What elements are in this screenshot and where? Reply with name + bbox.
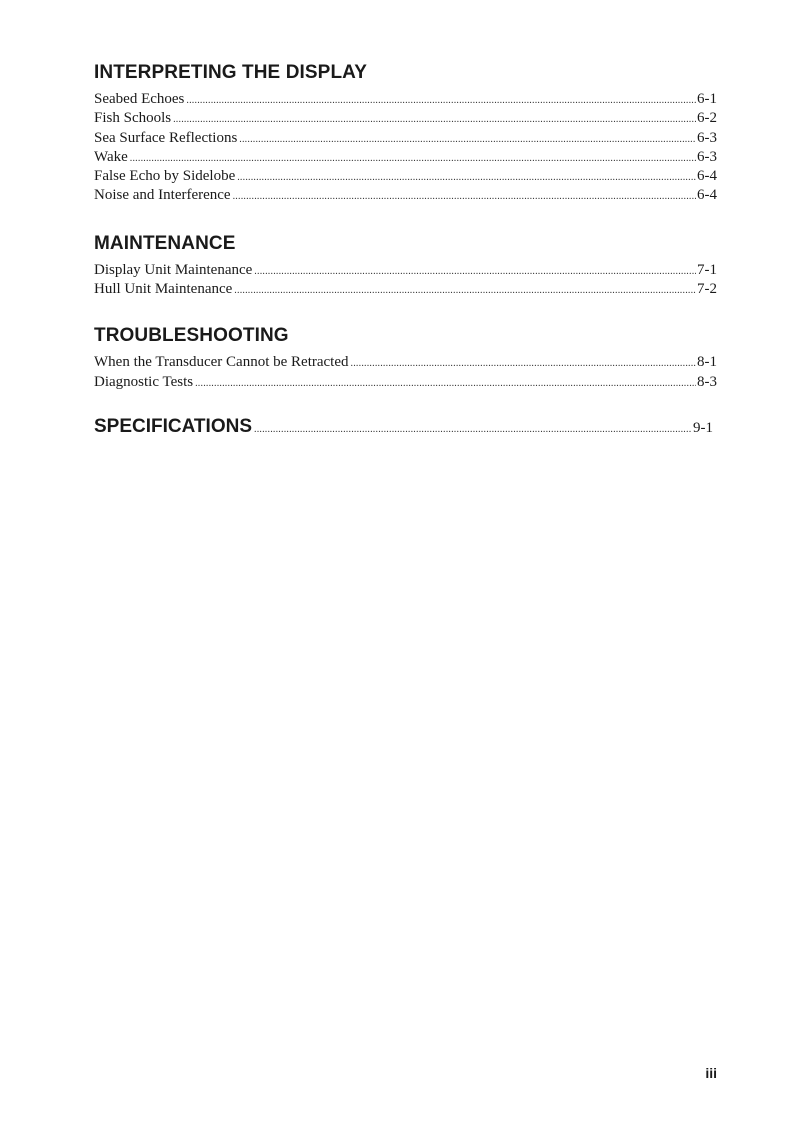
page-number: iii	[705, 1065, 717, 1081]
dot-leader	[237, 168, 696, 187]
dot-leader	[233, 187, 696, 206]
dot-leader	[234, 281, 696, 300]
toc-entry-label: Diagnostic Tests	[94, 373, 194, 390]
dot-leader	[239, 130, 696, 149]
toc-entry-page: 6-2	[697, 110, 717, 127]
section-title: SPECIFICATIONS	[94, 415, 252, 437]
dot-leader	[186, 91, 696, 110]
section-interpreting-the-display	[94, 62, 717, 206]
toc-entry-page: 7-1	[697, 261, 717, 278]
toc-entry-page: 6-4	[697, 187, 717, 204]
toc-entry-label: False Echo by Sidelobe	[94, 168, 236, 185]
toc-entry-label: Fish Schools	[94, 110, 172, 127]
toc-entry-label: Noise and Interference	[94, 187, 231, 204]
toc-entry-specifications[interactable]	[94, 416, 713, 438]
section-spacer	[94, 299, 717, 325]
toc-entry[interactable]	[94, 90, 717, 109]
dot-leader	[254, 424, 692, 435]
toc-entry-label: Wake	[94, 148, 128, 165]
toc-entry[interactable]	[94, 109, 717, 128]
toc-entry-label: Hull Unit Maintenance	[94, 281, 233, 298]
toc-entry[interactable]	[94, 261, 717, 280]
toc-entry[interactable]	[94, 280, 717, 299]
toc-entry-label: When the Transducer Cannot be Retracted	[94, 354, 349, 371]
dot-leader	[195, 374, 696, 393]
section-maintenance	[94, 233, 717, 300]
toc-entry-page: 6-1	[697, 91, 717, 107]
toc-entry[interactable]	[94, 148, 717, 167]
toc-entry-page: 6-3	[697, 129, 717, 146]
toc-entry[interactable]	[94, 129, 717, 148]
toc-entry[interactable]	[94, 353, 717, 372]
toc-entry[interactable]	[94, 373, 717, 392]
table-of-contents	[94, 62, 717, 438]
toc-entry-label: Display Unit Maintenance	[94, 261, 253, 278]
toc-entry-page: 8-3	[697, 373, 717, 390]
section-title: INTERPRETING THE DISPLAY	[94, 62, 368, 83]
toc-entry[interactable]	[94, 186, 717, 205]
dot-leader	[254, 262, 696, 281]
dot-leader	[130, 149, 696, 168]
toc-entry-page: 8-1	[697, 354, 717, 371]
toc-entry-label: Sea Surface Reflections	[94, 129, 238, 146]
section-title: MAINTENANCE	[94, 232, 236, 254]
section-spacer	[94, 206, 717, 233]
toc-entry-page: 6-3	[697, 148, 717, 165]
section-spacer	[94, 392, 717, 416]
dot-leader	[351, 354, 696, 373]
toc-entry-page: 9-1	[693, 419, 713, 436]
section-title: TROUBLESHOOTING	[94, 325, 289, 347]
section-troubleshooting	[94, 325, 717, 392]
dot-leader	[173, 110, 696, 129]
toc-entry-label: Seabed Echoes	[94, 91, 185, 107]
toc-entry-page: 7-2	[697, 281, 717, 298]
toc-entry-page: 6-4	[697, 168, 717, 185]
toc-entry[interactable]	[94, 167, 717, 186]
